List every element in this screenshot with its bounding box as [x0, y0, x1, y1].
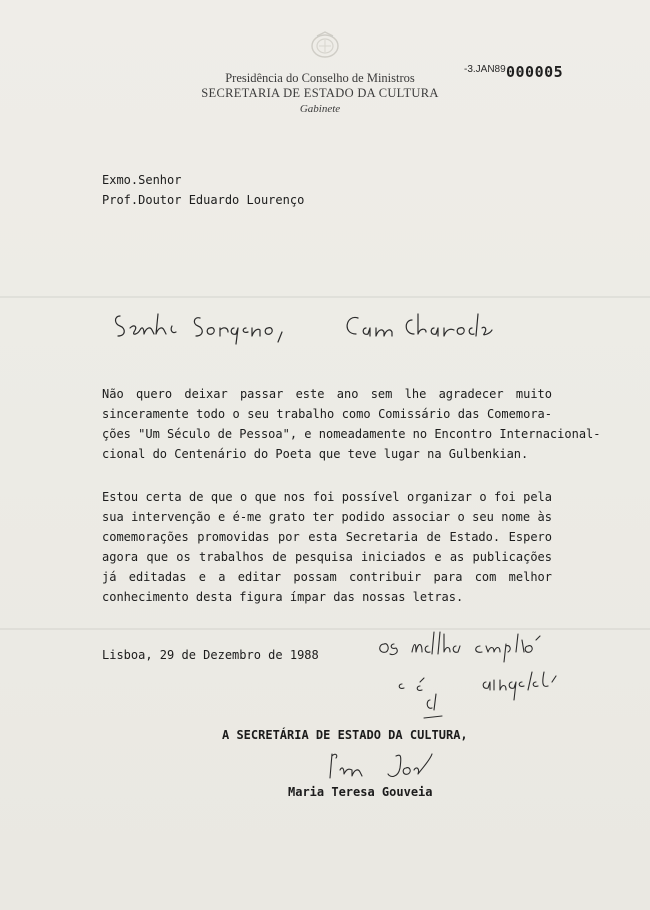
body-line: sinceramente todo o seu trabalho como Comissário das Comemora- — [102, 407, 552, 421]
coat-of-arms-emblem-icon — [308, 30, 342, 60]
body-line: agora que os trabalhos de pesquisa iniciados e as publicações — [102, 550, 552, 564]
letterhead-secretariat: SECRETARIA DE ESTADO DA CULTURA — [201, 86, 439, 100]
body-paragraph-2 — [102, 487, 552, 607]
fold-crease-upper — [0, 296, 650, 298]
received-date-stamp: -3.JAN89 — [464, 64, 506, 75]
body-line: já editadas e a editar possam contribuir para com melhor — [102, 570, 552, 584]
signatory-title: A SECRETÁRIA DE ESTADO DA CULTURA, — [222, 728, 468, 742]
body-line: sua intervenção e é-me grato ter podido associar o seu nome às — [102, 510, 552, 524]
body-paragraph-1 — [102, 384, 601, 464]
registry-number-stamp: 000005 — [506, 63, 564, 81]
body-line: ções "Um Século de Pessoa", e nomeadamente no Encontro Internacional- — [102, 427, 601, 441]
addressee-salutation: Exmo.Senhor — [102, 173, 182, 187]
letterhead-office: Gabinete — [299, 103, 341, 115]
body-line: cional do Centenário do Poeta que teve lugar na Gulbenkian. — [102, 447, 529, 461]
addressee-name: Prof.Doutor Eduardo Lourenço — [102, 193, 305, 207]
signatory-name: Maria Teresa Gouveia — [288, 785, 433, 799]
handwritten-signature — [326, 748, 450, 788]
place-and-date: Lisboa, 29 de Dezembro de 1988 — [102, 648, 319, 662]
body-line: Não quero deixar passar este ano sem lhe agradecer muito — [102, 387, 552, 401]
letterhead-ministry: Presidência do Conselho de Ministros — [225, 71, 415, 85]
body-line: conhecimento desta figura ímpar das nossas letras. — [102, 590, 464, 604]
handwritten-closing-note — [376, 628, 606, 724]
body-line: Estou certa de que o que nos foi possível organizar o foi pela — [102, 490, 552, 504]
handwritten-salutation — [112, 306, 522, 346]
body-line: comemorações promovidas por esta Secretaria de Estado. Espero — [102, 530, 552, 544]
